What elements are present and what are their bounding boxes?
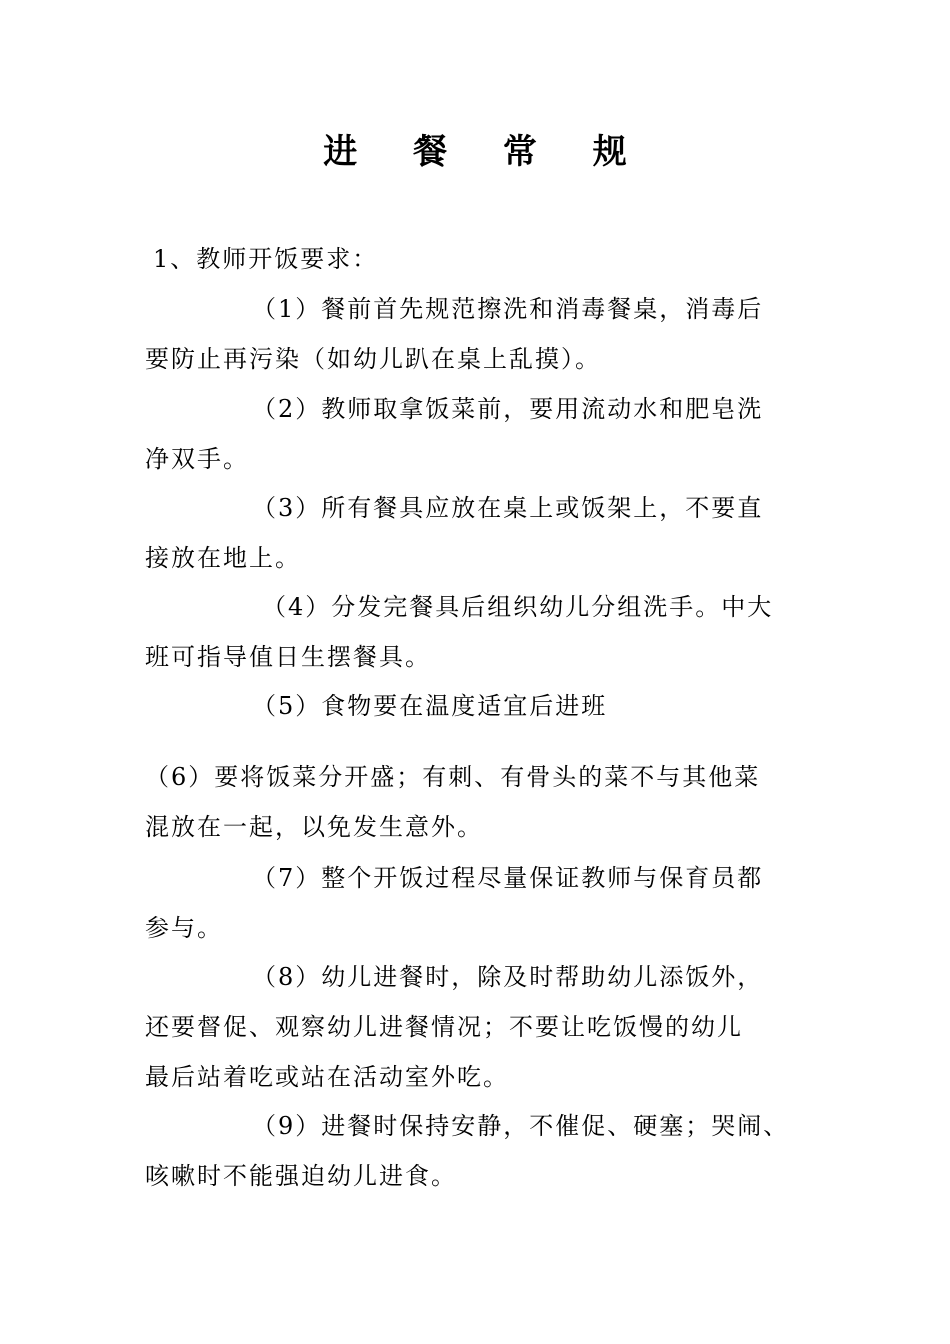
document-title: 进 餐 常 规 [323, 132, 649, 172]
item-4-line-2: 班可指导值日生摆餐具。 [145, 643, 431, 671]
heading-text: 1、教师开饭要求： [153, 245, 379, 273]
item-1-line-2: 要防止再污染（如幼儿趴在桌上乱摸）。 [145, 345, 601, 373]
item-9-line-1: （9）进餐时保持安静，不催促、硬塞；哭闹、 [252, 1112, 790, 1140]
item-2-line-1: （2）教师取拿饭菜前，要用流动水和肥皂洗 [252, 395, 764, 423]
item-2 [145, 384, 815, 484]
item-9-line-2: 咳嗽时不能强迫幼儿进食。 [145, 1162, 457, 1190]
item-5 [145, 681, 815, 731]
item-8-line-2: 还要督促、观察幼儿进餐情况；不要让吃饭慢的幼儿 [145, 1013, 743, 1041]
item-6-line-1: （6）要将饭菜分开盛；有刺、有骨头的菜不与其他菜 [145, 763, 761, 791]
item-8 [145, 952, 815, 1102]
item-1 [145, 284, 815, 384]
item-7 [145, 853, 815, 953]
item-6-line-2: 混放在一起，以免发生意外。 [145, 813, 483, 841]
section-heading [145, 234, 815, 284]
item-7-line-2: 参与。 [145, 914, 223, 942]
item-8-line-1: （8）幼儿进餐时，除及时帮助幼儿添饭外， [252, 963, 764, 991]
item-7-line-1: （7）整个开饭过程尽量保证教师与保育员都 [252, 864, 764, 892]
item-4-line-1: （4）分发完餐具后组织幼儿分组洗手。中大 [262, 593, 774, 621]
item-3 [145, 483, 815, 583]
item-2-line-2: 净双手。 [145, 445, 249, 473]
item-3-line-2: 接放在地上。 [145, 544, 301, 572]
item-5-line-1: （5）食物要在温度适宜后进班 [252, 692, 608, 720]
item-8-line-3: 最后站着吃或站在活动室外吃。 [145, 1063, 509, 1091]
item-9 [145, 1101, 815, 1201]
item-1-line-1: （1）餐前首先规范擦洗和消毒餐桌，消毒后 [252, 295, 764, 323]
item-3-line-1: （3）所有餐具应放在桌上或饭架上，不要直 [252, 494, 764, 522]
item-4 [145, 582, 815, 682]
item-6 [145, 752, 815, 852]
